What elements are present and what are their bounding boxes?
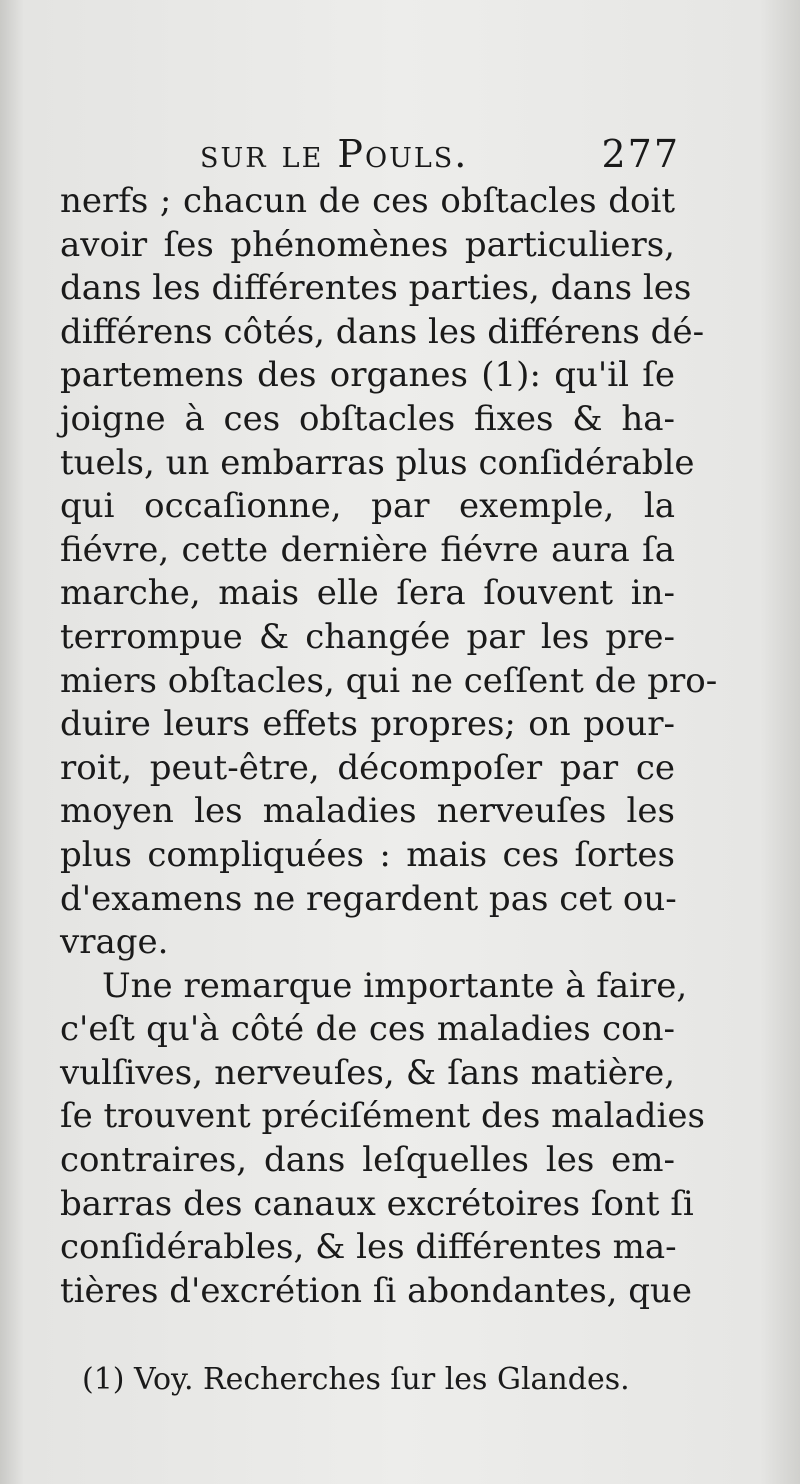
- footnote: (1) Voy. Recherches ſur les Glandes.: [82, 1362, 630, 1397]
- text-line: terrompue & changée par les pre-: [60, 616, 675, 657]
- text-line: tières d'excrétion ſi abondantes, que: [60, 1270, 693, 1311]
- text-line: contraires, dans leſquelles les em-: [60, 1140, 675, 1181]
- text-line: qui occaſionne, par exemple, la: [60, 486, 675, 527]
- text-line: conſidérables, & les différentes ma-: [60, 1227, 677, 1268]
- paragraph-start-line: Une remarque importante à faire,: [102, 965, 688, 1006]
- text-line: joigne à ces obſtacles fixes & ha-: [60, 398, 675, 439]
- text-line: roit, peut-être, décompoſer par ce: [60, 747, 675, 788]
- text-line: tuels, un embarras plus conſidérable: [60, 442, 695, 483]
- text-line: c'eſt qu'à côté de ces maladies con-: [60, 1009, 675, 1050]
- page-number: 277: [601, 132, 680, 176]
- running-head: sur le Pouls.: [200, 132, 469, 176]
- text-line: nerfs ; chacun de ces obſtacles doit: [60, 181, 675, 221]
- text-line: fiévre, cette dernière fiévre aura ſa: [60, 529, 675, 570]
- text-line: miers obſtacles, qui ne ceſſent de pro-: [60, 660, 718, 701]
- text-line: d'examens ne regardent pas cet ou-: [60, 878, 677, 919]
- text-line: plus compliquées : mais ces ſortes: [60, 834, 675, 875]
- text-line: barras des canaux excrétoires ſont ſi: [60, 1183, 694, 1224]
- text-line: moyen les maladies nerveuſes les: [60, 791, 675, 832]
- text-line: différens côtés, dans les différens dé-: [60, 311, 705, 352]
- text-line: vulſives, nerveuſes, & ſans matière,: [60, 1052, 675, 1093]
- body-text: [60, 180, 718, 1313]
- text-line: dans les différentes parties, dans les: [60, 268, 692, 309]
- text-line: marche, mais elle ſera ſouvent in-: [60, 573, 675, 614]
- text-line: avoir ſes phénomènes particuliers,: [60, 224, 675, 265]
- page-header: [200, 132, 680, 182]
- text-line: partemens des organes (1): qu'il ſe: [60, 355, 675, 396]
- text-line: duire leurs effets propres; on pour-: [60, 704, 675, 745]
- text-line: ſe trouvent préciſément des maladies: [60, 1096, 705, 1137]
- text-line: vrage.: [60, 922, 169, 963]
